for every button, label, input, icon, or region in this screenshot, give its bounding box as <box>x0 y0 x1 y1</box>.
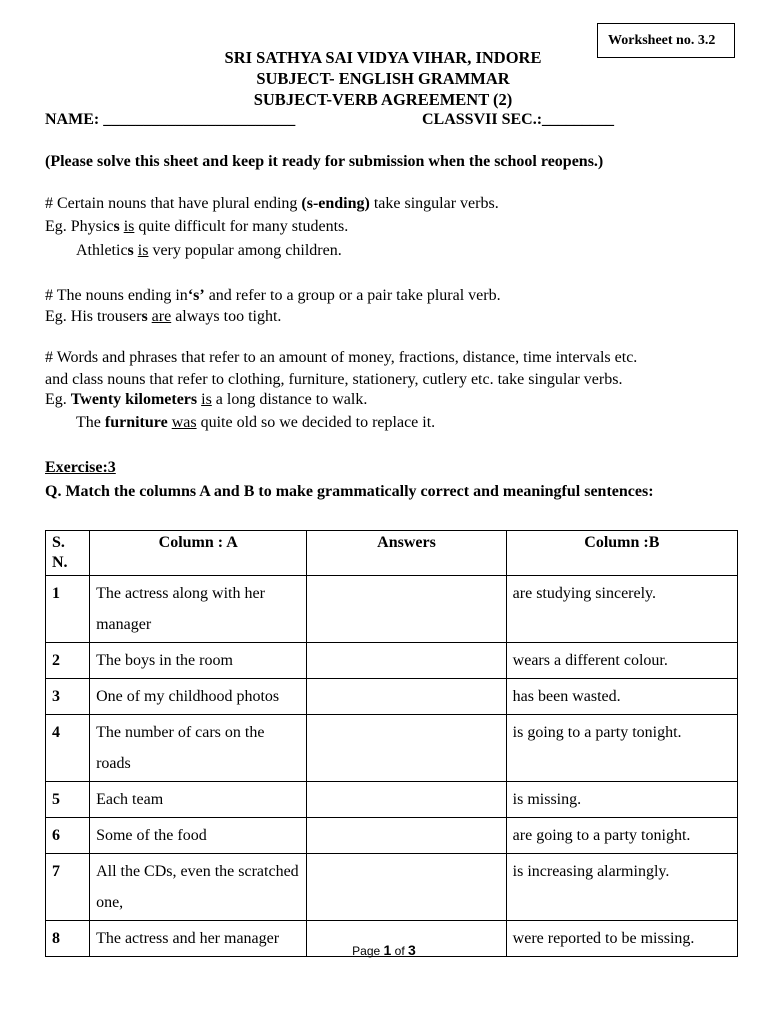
row-number: 3 <box>46 679 90 715</box>
rule-3-line-2: and class nouns that refer to clothing, furniture, stationery, cutlery etc. take singular verbs. <box>45 371 623 388</box>
column-b-cell: is going to a party tonight. <box>506 715 737 782</box>
rule-1-example-1: Eg. Physics is quite difficult for many students. <box>45 218 349 235</box>
column-a-cell: One of my childhood photos <box>90 679 307 715</box>
row-number: 1 <box>46 576 90 643</box>
table-row <box>46 782 738 818</box>
instruction-text: (Please solve this sheet and keep it ready for submission when the school reopens.) <box>45 153 604 170</box>
table-row <box>46 679 738 715</box>
column-b-cell: were reported to be missing. <box>506 921 737 957</box>
document-header <box>0 47 768 110</box>
table-row <box>46 643 738 679</box>
topic-title: SUBJECT-VERB AGREEMENT (2) <box>253 90 513 109</box>
rule-3-example-1: Eg. Twenty kilometers is a long distance to walk. <box>45 391 368 408</box>
column-b-cell: are going to a party tonight. <box>506 818 737 854</box>
answer-cell[interactable] <box>307 818 506 854</box>
column-b-cell: wears a different colour. <box>506 643 737 679</box>
column-a-cell: All the CDs, even the scratched one, <box>90 854 307 921</box>
row-number: 6 <box>46 818 90 854</box>
table-row <box>46 715 738 782</box>
school-name: SRI SATHYA SAI VIDYA VIHAR, INDORE <box>224 48 542 67</box>
header-sn: S. N. <box>46 531 90 576</box>
row-number: 4 <box>46 715 90 782</box>
column-b-cell: has been wasted. <box>506 679 737 715</box>
answer-cell[interactable] <box>307 715 506 782</box>
matching-table <box>45 530 738 957</box>
rule-1-example-2: Athletics is very popular among children. <box>76 242 342 259</box>
subject-title: SUBJECT- ENGLISH GRAMMAR <box>256 69 510 88</box>
column-a-cell: The actress along with her manager <box>90 576 307 643</box>
row-number: 8 <box>46 921 90 957</box>
column-a-cell: The number of cars on the roads <box>90 715 307 782</box>
answer-cell[interactable] <box>307 576 506 643</box>
rule-3-example-2: The furniture was quite old so we decided to replace it. <box>76 414 436 431</box>
page-footer: Page 1 of 3 <box>352 942 416 958</box>
rule-3-line-1: # Words and phrases that refer to an amount of money, fractions, distance, time intervals etc. <box>45 349 638 366</box>
column-a-cell: The boys in the room <box>90 643 307 679</box>
rule-1: # Certain nouns that have plural ending (s-ending) take singular verbs. <box>45 195 499 212</box>
table-row <box>46 576 738 643</box>
name-field-line: NAME: ________________________ <box>45 111 296 128</box>
header-column-b: Column :B <box>506 531 737 576</box>
row-number: 5 <box>46 782 90 818</box>
answer-cell[interactable] <box>307 854 506 921</box>
column-a-cell: The actress and her manager <box>90 921 307 957</box>
column-b-cell: are studying sincerely. <box>506 576 737 643</box>
column-a-cell: Each team <box>90 782 307 818</box>
column-b-cell: is missing. <box>506 782 737 818</box>
rule-2-example: Eg. His trousers are always too tight. <box>45 308 282 325</box>
row-number: 2 <box>46 643 90 679</box>
table-header-row <box>46 531 738 576</box>
column-a-cell: Some of the food <box>90 818 307 854</box>
rule-2: # The nouns ending in‘s’ and refer to a group or a pair take plural verb. <box>45 287 501 304</box>
class-field-line: CLASSVII SEC.:_________ <box>422 111 615 128</box>
header-answers: Answers <box>307 531 506 576</box>
table-row <box>46 818 738 854</box>
answer-cell[interactable] <box>307 643 506 679</box>
question-text: Q. Match the columns A and B to make grammatically correct and meaningful sentences: <box>45 483 654 500</box>
worksheet-number-label: Worksheet no. 3.2 <box>597 23 735 58</box>
column-b-cell: is increasing alarmingly. <box>506 854 737 921</box>
exercise-title: Exercise:3 <box>45 459 116 476</box>
header-column-a: Column : A <box>90 531 307 576</box>
answer-cell[interactable] <box>307 679 506 715</box>
row-number: 7 <box>46 854 90 921</box>
answer-cell[interactable] <box>307 782 506 818</box>
table-row <box>46 854 738 921</box>
